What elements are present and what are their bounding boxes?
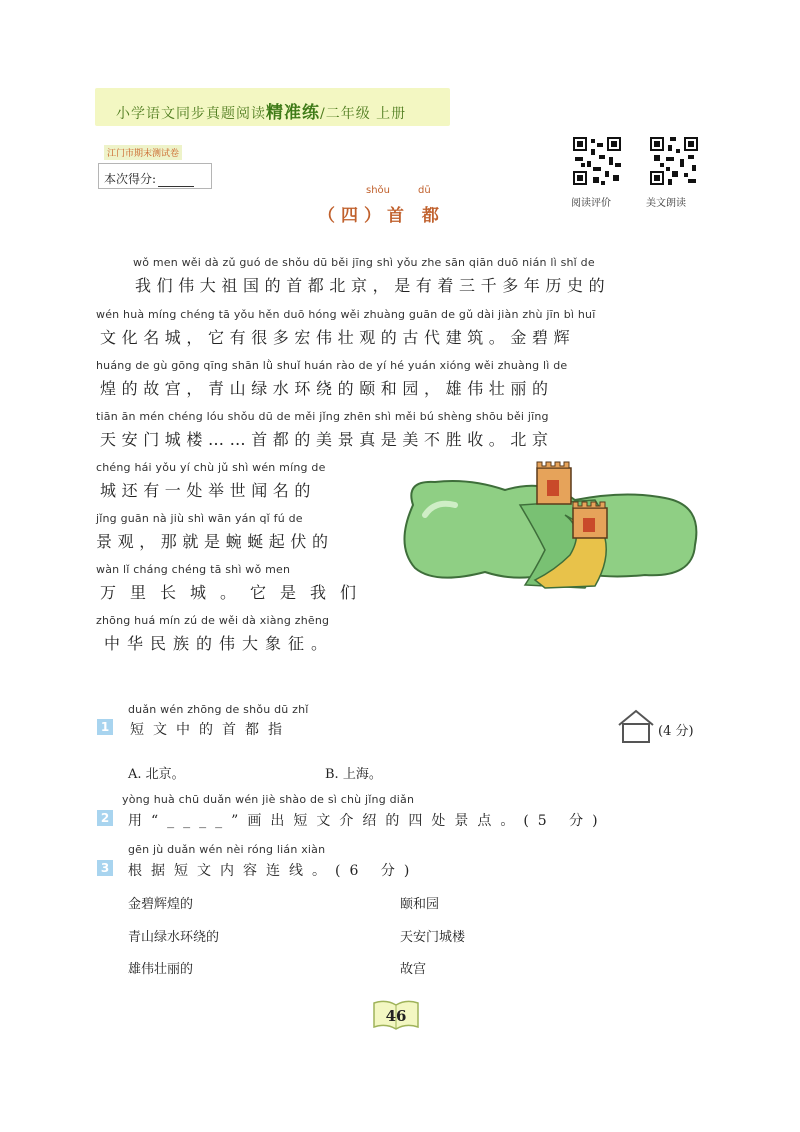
pinyin-line: tiān ān mén chéng lóu shǒu dū de měi jǐng zhēn shì měi bú shèng shōu běi jīng <box>96 410 549 423</box>
question-pinyin: duǎn wén zhōng de shǒu dū zhǐ <box>128 703 309 716</box>
question-text: 短文中的首都指 <box>130 722 291 738</box>
text-line: 万里长城。它是我们 <box>100 583 371 602</box>
question-number: 3 <box>97 860 113 876</box>
question-number: 1 <box>97 719 113 735</box>
match-right-item[interactable]: 颐和园 <box>400 897 440 912</box>
question-number: 2 <box>97 810 113 826</box>
question-text: 用“____”画出短文介绍的四处景点。(5 分) <box>128 813 607 829</box>
qr-label: 阅读评价 <box>571 198 611 209</box>
house-icon <box>613 707 659 745</box>
test-name: 江门市期末测试卷 <box>104 145 182 160</box>
match-left-item[interactable]: 青山绿水环绕的 <box>128 930 220 945</box>
pinyin-line: jǐng guān nà jiù shì wān yán qǐ fú de <box>96 512 303 525</box>
score-label: 本次得分: <box>104 170 194 187</box>
score-blank[interactable] <box>158 186 194 187</box>
great-wall-illustration <box>395 460 705 590</box>
qr-code-icon[interactable] <box>648 135 700 187</box>
question-score: (4 分) <box>658 724 694 739</box>
match-left-item[interactable]: 金碧辉煌的 <box>128 897 194 912</box>
text-line: 景观，那就是蜿蜒起伏的 <box>96 532 334 551</box>
page-number: 46 <box>385 1007 407 1025</box>
text-line: 煌的故宫，青山绿水环绕的颐和园，雄伟壮丽的 <box>100 379 554 398</box>
text-line: 城还有一处举世闻名的 <box>100 481 317 500</box>
text-line: 中华民族的伟大象征。 <box>104 634 335 653</box>
option-b[interactable]: B. 上海。 <box>325 767 382 782</box>
pinyin-line: wén huà míng chéng tā yǒu hěn duō hóng wěi zhuàng guān de gǔ dài jiàn zhù jīn bì huī <box>96 308 596 321</box>
pinyin-line: chéng hái yǒu yí chù jǔ shì wén míng de <box>96 461 326 474</box>
title-pinyin: dū <box>418 185 431 196</box>
option-a[interactable]: A. 北京。 <box>128 767 185 782</box>
match-right-item[interactable]: 天安门城楼 <box>400 930 466 945</box>
pinyin-line: wàn lǐ cháng chéng tā shì wǒ men <box>96 563 291 576</box>
match-left-item[interactable]: 雄伟壮丽的 <box>128 962 194 977</box>
question-pinyin: gēn jù duǎn wén nèi róng lián xiàn <box>128 843 326 856</box>
qr-code-icon[interactable] <box>571 135 623 187</box>
series-title: 小学语文同步真题阅读精准练/二年级 上册 <box>116 103 407 123</box>
qr-label: 美文朗读 <box>646 198 686 209</box>
text-line: 文化名城，它有很多宏伟壮观的古代建筑。金碧辉 <box>100 328 576 347</box>
question-pinyin: yòng huà chū duǎn wén jiè shào de sì chù jǐng diǎn <box>122 793 415 806</box>
pinyin-line: huáng de gù gōng qīng shān lǜ shuǐ huán rào de yí hé yuán xióng wěi zhuàng lì de <box>96 359 568 372</box>
title-pinyin: shǒu <box>366 185 391 196</box>
match-right-item[interactable]: 故宫 <box>400 962 427 977</box>
question-text: 根据短文内容连线。(6 分) <box>128 863 419 879</box>
article-title: （四）首 都 <box>318 206 445 226</box>
text-line: 我们伟大祖国的首都北京，是有着三千多年历史的 <box>135 276 611 295</box>
pinyin-line: wǒ men wěi dà zǔ guó de shǒu dū běi jīng shì yǒu zhe sān qiān duō nián lì shǐ de <box>133 256 595 269</box>
text-line: 天安门城楼……首都的美景真是美不胜收。北京 <box>100 430 554 449</box>
pinyin-line: zhōng huá mín zú de wěi dà xiàng zhēng <box>96 614 330 627</box>
